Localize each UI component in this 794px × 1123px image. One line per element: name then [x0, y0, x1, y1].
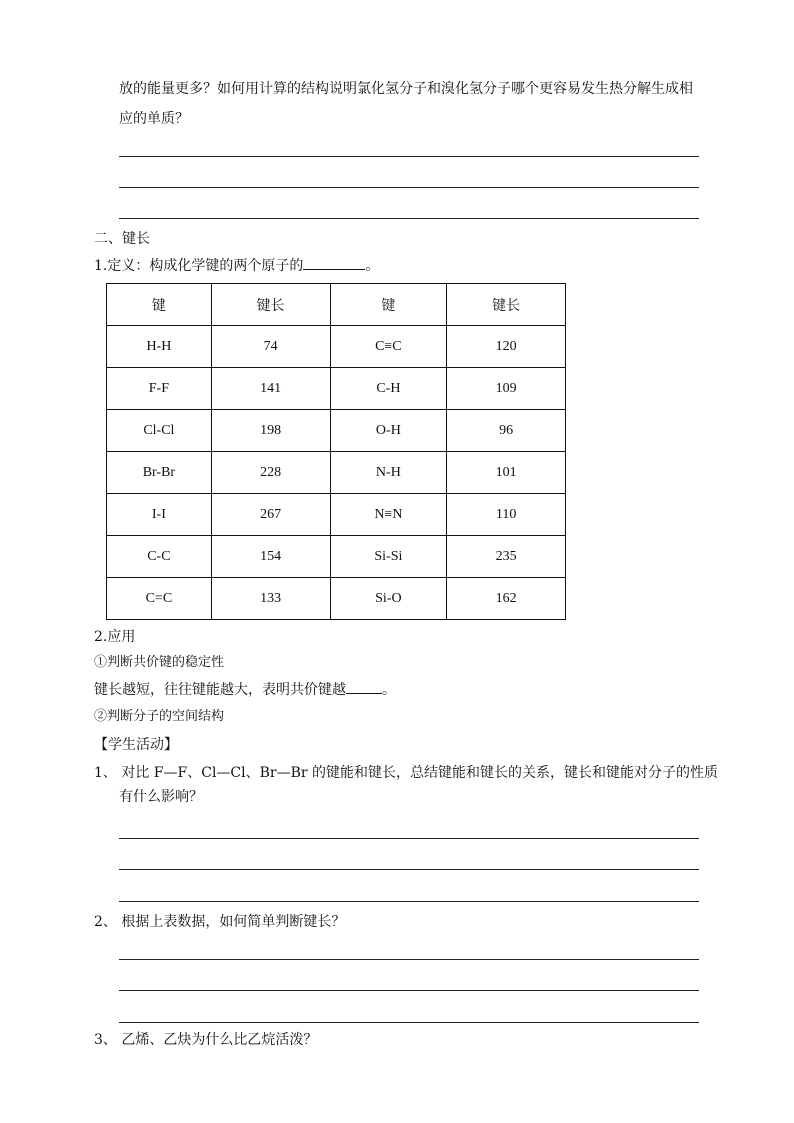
answer-line	[119, 901, 699, 902]
answer-line	[119, 218, 699, 219]
answer-line	[119, 959, 699, 960]
table-cell: H-H	[107, 326, 212, 368]
table-row	[107, 494, 566, 536]
table-cell: 120	[447, 326, 566, 368]
activity-title: 【学生活动】	[94, 737, 178, 753]
header-length: 键长	[447, 284, 566, 326]
question-1-line-1: 1、 对比 F—F、Cl—Cl、Br—Br 的键能和键长，总结键能和键长的关系，键长和键能对分子的性质	[94, 765, 719, 781]
table-cell: Si-O	[330, 578, 447, 620]
table-cell: O-H	[330, 410, 447, 452]
table-cell: C-C	[107, 536, 212, 578]
application-sentence-prefix: 键长越短，往往键能越大，表明共价键越	[94, 682, 346, 698]
table-cell: C≡C	[330, 326, 447, 368]
application-sentence	[94, 680, 396, 700]
table-cell: 109	[447, 368, 566, 410]
answer-line	[119, 990, 699, 991]
definition-prefix: 1.定义：构成化学键的两个原子的	[94, 258, 304, 274]
table-cell: N≡N	[330, 494, 447, 536]
answer-line	[119, 838, 699, 839]
question-1-line-2: 有什么影响？	[119, 789, 203, 805]
definition-suffix: 。	[365, 258, 380, 274]
stability-blank[interactable]	[346, 693, 382, 694]
table-header-row	[107, 284, 566, 326]
table-cell: 228	[211, 452, 330, 494]
table-cell: Si-Si	[330, 536, 447, 578]
table-row	[107, 452, 566, 494]
table-cell: N-H	[330, 452, 447, 494]
question-3: 3、 乙烯、乙炔为什么比乙烷活泼？	[94, 1032, 318, 1048]
table-row	[107, 536, 566, 578]
table-cell: 154	[211, 536, 330, 578]
application-title: 2.应用	[94, 629, 136, 645]
table-cell: 141	[211, 368, 330, 410]
answer-line	[119, 869, 699, 870]
definition-line	[94, 256, 379, 276]
table-cell: I-I	[107, 494, 212, 536]
table-cell: C-H	[330, 368, 447, 410]
answer-line	[119, 1022, 699, 1023]
table-cell: Cl-Cl	[107, 410, 212, 452]
table-row	[107, 410, 566, 452]
answer-line	[119, 187, 699, 188]
bond-length-table	[106, 283, 566, 620]
table-row	[107, 326, 566, 368]
table-cell: 101	[447, 452, 566, 494]
application-sentence-suffix: 。	[382, 682, 396, 698]
table-row	[107, 578, 566, 620]
table-cell: 96	[447, 410, 566, 452]
table-cell: Br-Br	[107, 452, 212, 494]
intro-line-1: 放的能量更多？如何用计算的结构说明氯化氢分子和溴化氢分子哪个更容易发生热分解生成相	[119, 81, 693, 97]
table-cell: 267	[211, 494, 330, 536]
header-length: 键长	[211, 284, 330, 326]
header-bond: 键	[107, 284, 212, 326]
section-title: 二、键长	[94, 231, 150, 247]
application-item-1: ①判断共价键的稳定性	[94, 655, 225, 670]
table-cell: 235	[447, 536, 566, 578]
header-bond: 键	[330, 284, 447, 326]
table-cell: C=C	[107, 578, 212, 620]
answer-line	[119, 156, 699, 157]
table-cell: 110	[447, 494, 566, 536]
question-2: 2、 根据上表数据，如何简单判断键长？	[94, 914, 346, 930]
table-cell: 74	[211, 326, 330, 368]
application-item-2: ②判断分子的空间结构	[94, 709, 225, 724]
table-cell: 133	[211, 578, 330, 620]
table-cell: 198	[211, 410, 330, 452]
table-cell: F-F	[107, 368, 212, 410]
table-cell: 162	[447, 578, 566, 620]
table-row	[107, 368, 566, 410]
definition-blank[interactable]	[303, 269, 365, 270]
intro-line-2: 应的单质？	[119, 111, 189, 127]
